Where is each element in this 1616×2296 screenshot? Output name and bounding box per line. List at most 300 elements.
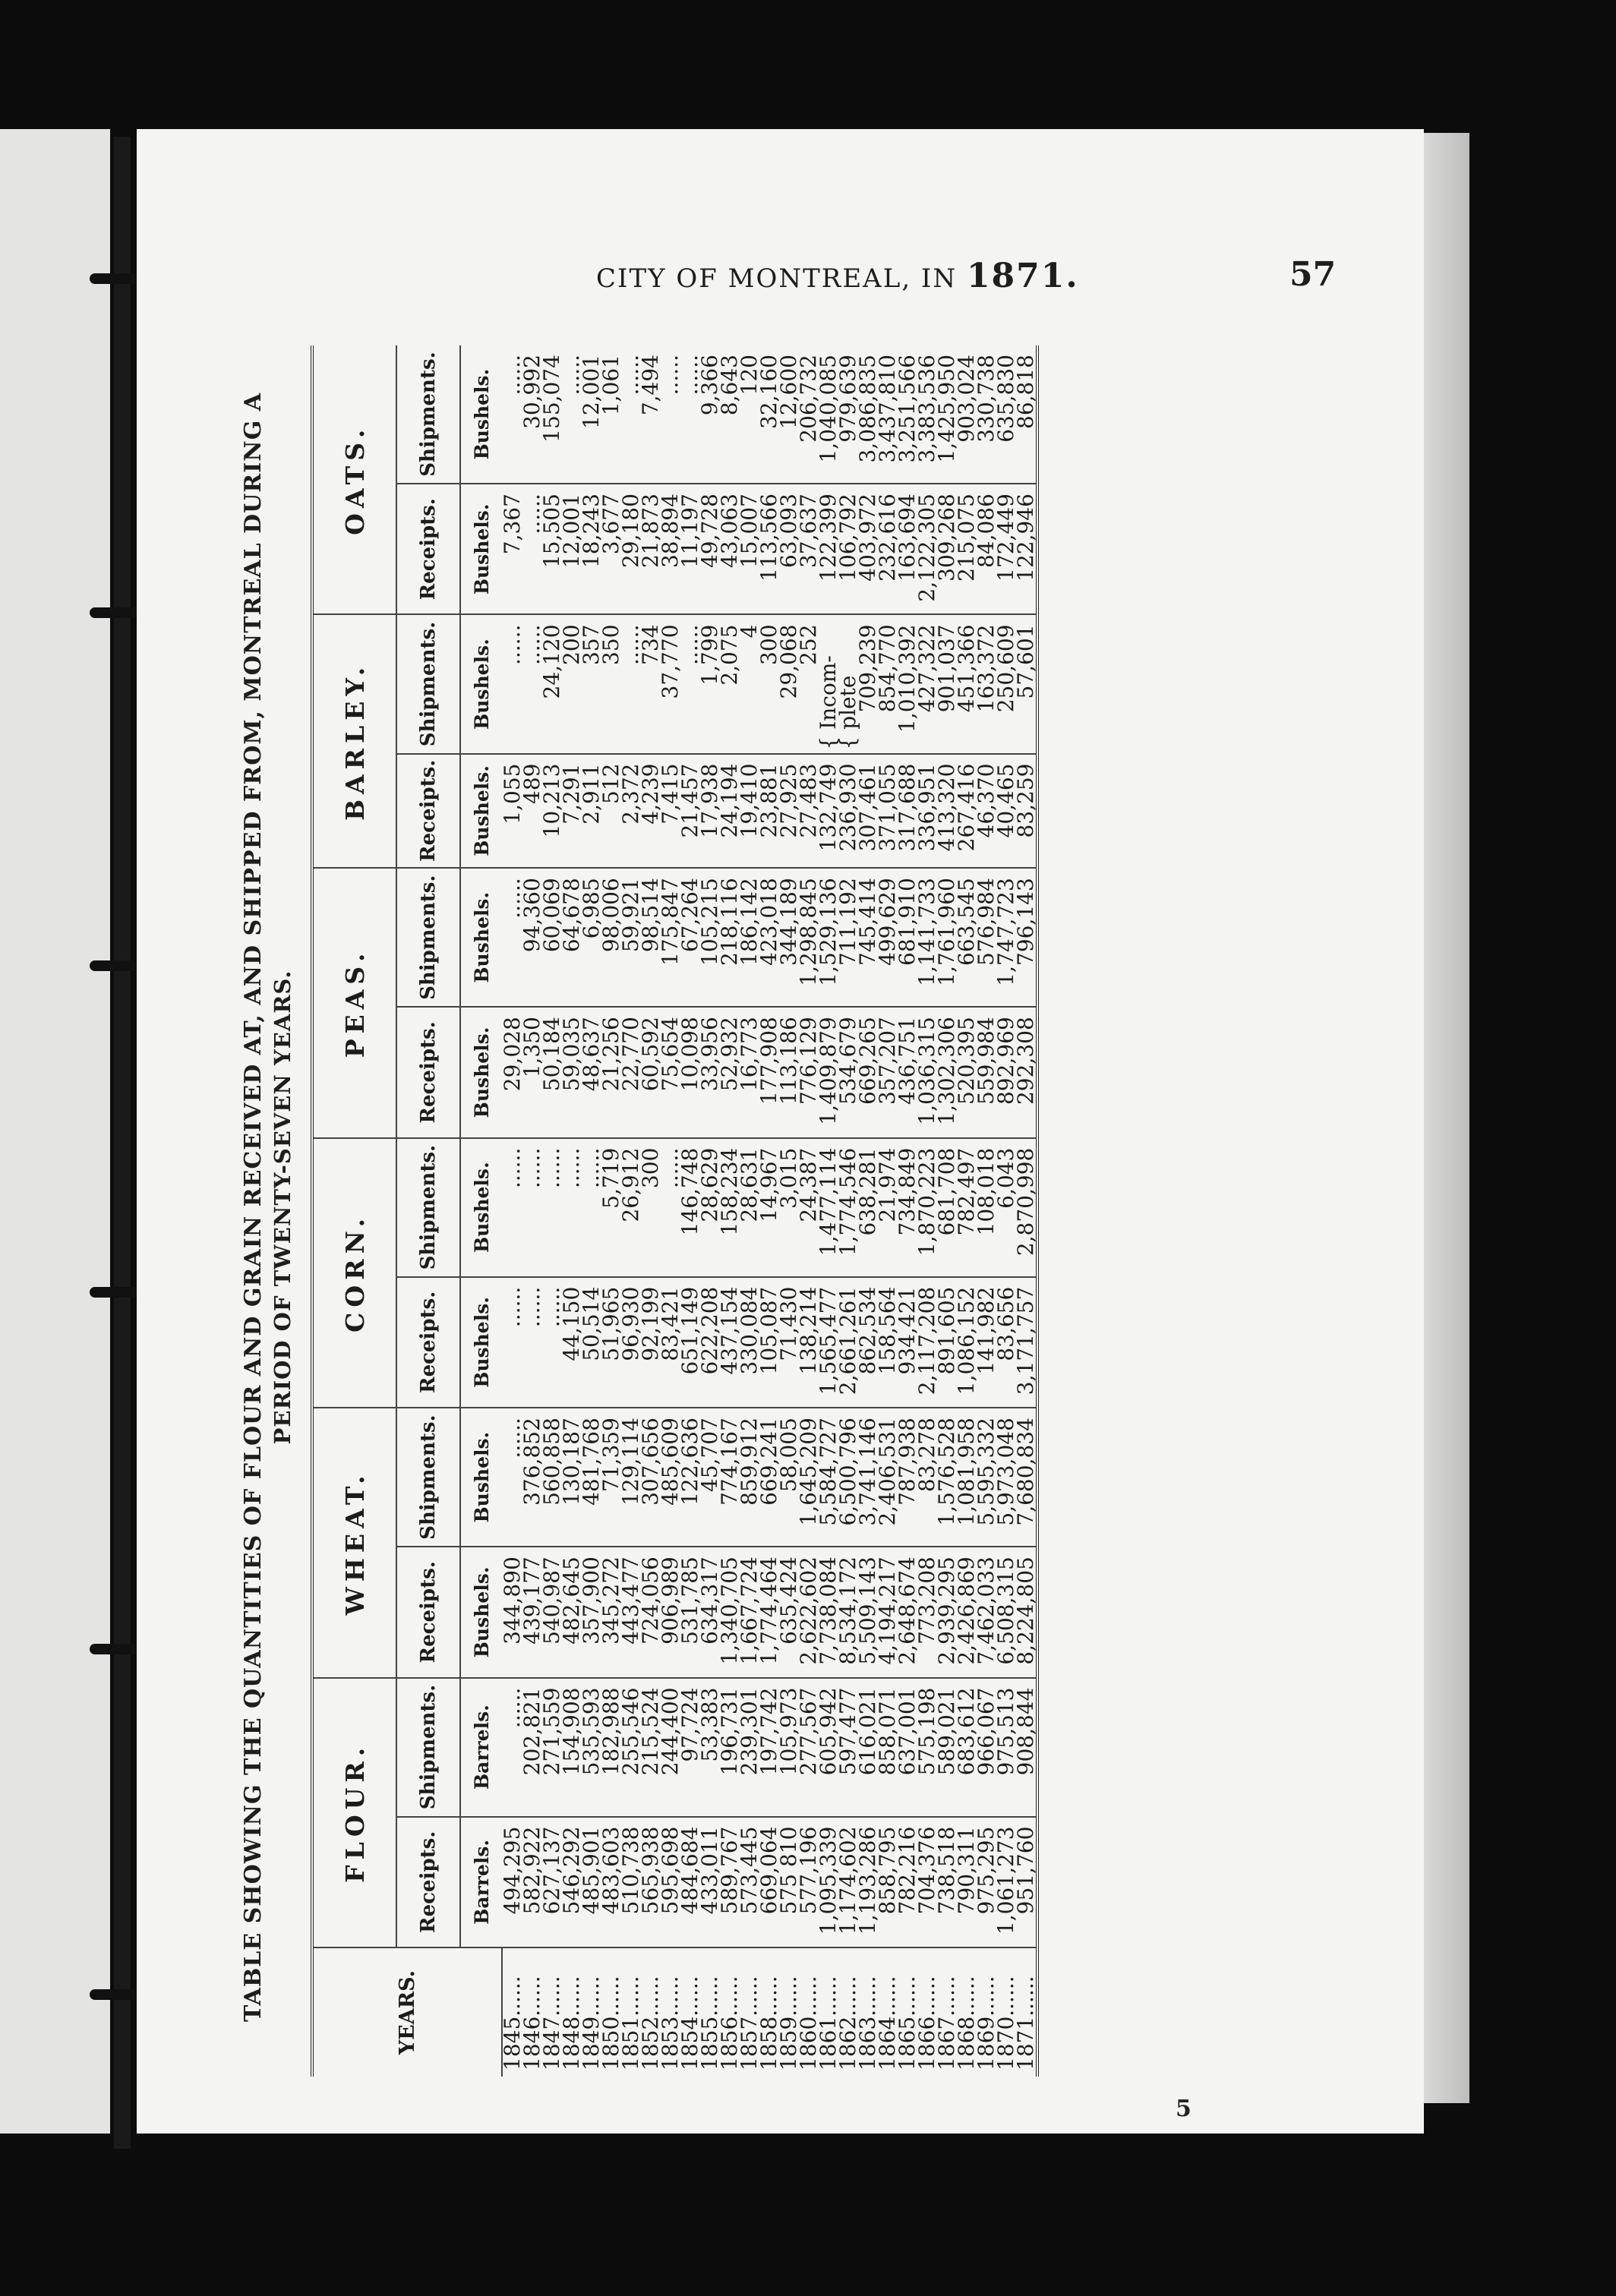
table-cell: 2,648,674 xyxy=(898,1547,917,1677)
table-cell: 29,180 xyxy=(621,484,641,614)
shipments-header: Shipments. xyxy=(396,1138,460,1277)
year-cell: 1869...... xyxy=(974,1976,999,2070)
year-cell: 1868...... xyxy=(954,1976,979,2070)
table-cell: 966,067 xyxy=(977,1678,996,1817)
page-number: 57 xyxy=(1289,255,1337,294)
table-cell: 122,636 xyxy=(680,1408,700,1547)
table-cell: 206,732 xyxy=(799,345,819,484)
table-cell: ...... xyxy=(502,1678,522,1817)
table-cell: 979,639 xyxy=(838,345,858,484)
table-cell: 2,426,869 xyxy=(957,1547,977,1677)
table-cell: 1,350 xyxy=(522,1007,542,1137)
table-cell: 108,018 xyxy=(977,1138,996,1277)
table-cell: 483,603 xyxy=(601,1817,621,1948)
table-title-line-2: PERIOD OF TWENTY-SEVEN YEARS. xyxy=(270,970,295,1445)
table-cell: 122,946 xyxy=(1016,484,1037,614)
table-cell: 44,150 xyxy=(562,1277,582,1408)
table-cell: 33,956 xyxy=(700,1007,720,1137)
table-cell: 12,001 xyxy=(582,345,601,484)
table-cell: 71,430 xyxy=(779,1277,799,1408)
table-cell: 575,198 xyxy=(917,1678,937,1817)
table-cell: 21,457 xyxy=(680,754,700,869)
table-cell: 934,421 xyxy=(898,1277,917,1408)
table-cell: ...... xyxy=(522,484,542,614)
table-cell: 105,215 xyxy=(700,868,720,1007)
page-stack-edge xyxy=(1424,133,1469,2103)
table-cell: 11,197 xyxy=(680,484,700,614)
table-cell: 951,760 xyxy=(1016,1817,1037,1948)
table-cell: 267,416 xyxy=(957,754,977,869)
table-cell: 17,938 xyxy=(700,754,720,869)
table-cell: ...... xyxy=(522,1277,542,1408)
table-cell: 582,922 xyxy=(522,1817,542,1948)
table-cell: 344,189 xyxy=(779,868,799,1007)
table-cell: 357 xyxy=(582,614,601,753)
unit-header: Barrels. xyxy=(460,1817,502,1948)
table-cell: 892,969 xyxy=(996,1007,1016,1137)
table-cell: 83,656 xyxy=(996,1277,1016,1408)
table-row xyxy=(542,345,562,2077)
year-cell: 1871...... xyxy=(1013,1976,1038,2070)
table-cell: 215,075 xyxy=(957,484,977,614)
table-cell: 330,084 xyxy=(740,1277,759,1408)
table-cell: 8,534,172 xyxy=(838,1547,858,1677)
table-cell: 37,637 xyxy=(799,484,819,614)
shipments-header: Shipments. xyxy=(396,1408,460,1547)
table-cell: 1,081,958 xyxy=(957,1408,977,1547)
table-cell: 773,208 xyxy=(917,1547,937,1677)
unit-header: Bushels. xyxy=(460,1547,502,1677)
table-cell: 5,584,727 xyxy=(819,1408,838,1547)
table-cell: 4 xyxy=(740,614,759,753)
table-cell: 1,141,733 xyxy=(917,868,937,1007)
table-cell: 2,406,531 xyxy=(878,1408,898,1547)
table-cell: 790,311 xyxy=(957,1817,977,1948)
table-cell: 158,234 xyxy=(720,1138,740,1277)
table-cell: 163,694 xyxy=(898,484,917,614)
table-row xyxy=(759,345,779,2077)
table-cell: 3,677 xyxy=(601,484,621,614)
table-cell: 704,376 xyxy=(917,1817,937,1948)
table-cell: 787,938 xyxy=(898,1408,917,1547)
table-cell: 307,461 xyxy=(858,754,878,869)
table-cell: 5,595,332 xyxy=(977,1408,996,1547)
table-cell: 1,761,960 xyxy=(937,868,957,1007)
table-cell: 21,974 xyxy=(878,1138,898,1277)
table-cell: 376,852 xyxy=(522,1408,542,1547)
table-cell: 59,921 xyxy=(621,868,641,1007)
table-cell: 2,372 xyxy=(621,754,641,869)
table-cell: 1,529,136 xyxy=(819,868,838,1007)
table-cell: 300 xyxy=(759,614,779,753)
table-cell: 197,742 xyxy=(759,1678,779,1817)
table-cell: 155,074 xyxy=(542,345,562,484)
table-row xyxy=(562,345,582,2077)
table-cell: 1,055 xyxy=(502,754,522,869)
table-cell: 437,154 xyxy=(720,1277,740,1408)
table-cell: 908,844 xyxy=(1016,1678,1037,1817)
table-cell: 443,477 xyxy=(621,1547,641,1677)
table-cell: 38,894 xyxy=(661,484,680,614)
table-cell: 709,239 xyxy=(858,614,878,753)
table-cell: 1,010,392 xyxy=(898,614,917,753)
table-cell: ...... xyxy=(562,1138,582,1277)
table-cell: 5,973,048 xyxy=(996,1408,1016,1547)
table-cell: 901,037 xyxy=(937,614,957,753)
table-cell: 83,278 xyxy=(917,1408,937,1547)
table-cell: ...... xyxy=(502,1408,522,1547)
shipments-header: Shipments. xyxy=(396,614,460,753)
table-cell: 27,925 xyxy=(779,754,799,869)
table-cell: 683,612 xyxy=(957,1678,977,1817)
table-cell: 106,792 xyxy=(838,484,858,614)
table-cell: 2,117,208 xyxy=(917,1277,937,1408)
unit-header: Bushels. xyxy=(460,1007,502,1137)
table-cell: 734 xyxy=(641,614,661,753)
table-cell: 499,629 xyxy=(878,868,898,1007)
table-cell: 37,770 xyxy=(661,614,680,753)
table-cell: 277,567 xyxy=(799,1678,819,1817)
table-cell: 2,870,998 xyxy=(1016,1138,1037,1277)
table-cell: 1,298,845 xyxy=(799,868,819,1007)
year-cell: 1856...... xyxy=(717,1976,742,2070)
table-cell: 1,747,723 xyxy=(996,868,1016,1007)
table-cell: 576,984 xyxy=(977,868,996,1007)
table-cell: 494,295 xyxy=(502,1817,522,1948)
table-cell: 535,593 xyxy=(582,1678,601,1817)
group-header-flour: FLOUR. xyxy=(312,1678,396,1948)
group-header-oats: OATS. xyxy=(312,345,396,614)
table-cell: 423,018 xyxy=(759,868,779,1007)
table-cell: 565,938 xyxy=(641,1817,661,1948)
table-cell: 59,035 xyxy=(562,1007,582,1137)
table-cell: 350 xyxy=(601,614,621,753)
table-cell: 560,858 xyxy=(542,1408,562,1547)
table-cell: 616,021 xyxy=(858,1678,878,1817)
table-cell: ...... xyxy=(621,345,641,484)
table-cell: 21,873 xyxy=(641,484,661,614)
table-cell: 3,437,810 xyxy=(878,345,898,484)
table-cell: 32,160 xyxy=(759,345,779,484)
table-cell: 8,643 xyxy=(720,345,740,484)
table-cell: 2,122,305 xyxy=(917,484,937,614)
table-cell: 5,719 xyxy=(601,1138,621,1277)
table-cell: 86,818 xyxy=(1016,345,1037,484)
rotated-table-block xyxy=(239,338,1333,2077)
table-cell: 663,545 xyxy=(957,868,977,1007)
table-cell: 595,698 xyxy=(661,1817,680,1948)
table-cell: 433,011 xyxy=(700,1817,720,1948)
table-cell: 57,601 xyxy=(1016,614,1037,753)
table-cell: 782,497 xyxy=(957,1138,977,1277)
table-cell: 891,605 xyxy=(937,1277,957,1408)
table-cell: 97,724 xyxy=(680,1678,700,1817)
table-cell: ...... xyxy=(661,1138,680,1277)
running-header-text: CITY OF MONTREAL, IN xyxy=(596,263,958,294)
receipts-header: Receipts. xyxy=(396,1817,460,1948)
table-cell: 3,251,566 xyxy=(898,345,917,484)
table-cell: 202,821 xyxy=(522,1678,542,1817)
year-cell: 1854...... xyxy=(677,1976,702,2070)
table-cell: 105,087 xyxy=(759,1277,779,1408)
table-cell: 1,774,464 xyxy=(759,1547,779,1677)
table-cell: 12,001 xyxy=(562,484,582,614)
table-cell: 122,399 xyxy=(819,484,838,614)
table-cell: 51,965 xyxy=(601,1277,621,1408)
table-cell: 1,645,209 xyxy=(799,1408,819,1547)
table-cell: ...... xyxy=(502,345,522,484)
table-cell: 1,061 xyxy=(601,345,621,484)
year-cell: 1858...... xyxy=(756,1976,781,2070)
table-cell: 50,514 xyxy=(582,1277,601,1408)
table-cell: 255,546 xyxy=(621,1678,641,1817)
table-cell: 1,870,223 xyxy=(917,1138,937,1277)
table-cell: 163,372 xyxy=(977,614,996,753)
table-row xyxy=(621,345,641,2077)
receipts-header: Receipts. xyxy=(396,484,460,614)
table-cell: 906,989 xyxy=(661,1547,680,1677)
table-cell: 7,738,084 xyxy=(819,1547,838,1677)
table-cell: 512 xyxy=(601,754,621,869)
table-cell: 1,036,315 xyxy=(917,1007,937,1137)
table-cell: 436,751 xyxy=(898,1007,917,1137)
folio-mark: 5 xyxy=(1176,2096,1191,2122)
table-cell: 196,731 xyxy=(720,1678,740,1817)
table-cell: ...... xyxy=(502,614,522,753)
table-cell: 215,524 xyxy=(641,1678,661,1817)
book-binding xyxy=(114,137,131,2149)
table-cell: 4,194,217 xyxy=(878,1547,898,1677)
table-cell: 186,142 xyxy=(740,868,759,1007)
table-cell: 975,295 xyxy=(977,1817,996,1948)
table-cell: 427,322 xyxy=(917,614,937,753)
table-cell: 485,901 xyxy=(582,1817,601,1948)
table-cell: 96,930 xyxy=(621,1277,641,1408)
table-cell: 6,043 xyxy=(996,1138,1016,1277)
receipts-header: Receipts. xyxy=(396,1277,460,1408)
table-cell: 589,021 xyxy=(937,1678,957,1817)
table-cell: 681,910 xyxy=(898,868,917,1007)
table-cell: 18,243 xyxy=(582,484,601,614)
table-cell: 138,214 xyxy=(799,1277,819,1408)
table-cell: 796,143 xyxy=(1016,868,1037,1007)
table-cell: 1,565,477 xyxy=(819,1277,838,1408)
year-cell: 1859...... xyxy=(776,1976,801,2070)
table-cell: 774,167 xyxy=(720,1408,740,1547)
table-cell: ...... xyxy=(522,614,542,753)
table-cell: 24,194 xyxy=(720,754,740,869)
table-cell: 559,984 xyxy=(977,1007,996,1137)
table-cell: 3,383,536 xyxy=(917,345,937,484)
table-cell: 53,383 xyxy=(700,1678,720,1817)
group-header-corn: CORN. xyxy=(312,1138,396,1408)
year-cell: 1847...... xyxy=(539,1976,564,2070)
table-cell: 21,256 xyxy=(601,1007,621,1137)
table-cell: 22,770 xyxy=(621,1007,641,1137)
year-cell: 1867...... xyxy=(934,1976,959,2070)
year-cell: 1863...... xyxy=(855,1976,880,2070)
table-cell: 6,508,315 xyxy=(996,1547,1016,1677)
table-cell: 24,120 xyxy=(542,614,562,753)
year-cell: 1849...... xyxy=(579,1976,604,2070)
table-cell: 635,424 xyxy=(779,1547,799,1677)
table-cell: 634,317 xyxy=(700,1547,720,1677)
table-cell: 307,656 xyxy=(641,1408,661,1547)
table-row xyxy=(641,345,661,2077)
table-cell: 738,518 xyxy=(937,1817,957,1948)
table-cell: 2,622,602 xyxy=(799,1547,819,1677)
year-cell: 1855...... xyxy=(697,1976,722,2070)
table-cell: 546,292 xyxy=(562,1817,582,1948)
table-cell: 1,174,602 xyxy=(838,1817,858,1948)
year-cell: 1861...... xyxy=(816,1976,841,2070)
table-title xyxy=(239,338,297,2077)
table-cell: 357,900 xyxy=(582,1547,601,1677)
table-cell: 371,055 xyxy=(878,754,898,869)
table-cell: 485,609 xyxy=(661,1408,680,1547)
table-cell: 975,513 xyxy=(996,1678,1016,1817)
unit-header: Bushels. xyxy=(460,345,502,484)
table-cell: 1,340,705 xyxy=(720,1547,740,1677)
group-header-wheat: WHEAT. xyxy=(312,1408,396,1677)
year-cell: 1860...... xyxy=(796,1976,821,2070)
table-cell: 724,056 xyxy=(641,1547,661,1677)
table-cell: 7,367 xyxy=(502,484,522,614)
table-cell: 29,068 xyxy=(779,614,799,753)
table-cell: 776,129 xyxy=(799,1007,819,1137)
table-cell: 177,908 xyxy=(759,1007,779,1137)
table-cell: 635,830 xyxy=(996,345,1016,484)
table-cell: 71,359 xyxy=(601,1408,621,1547)
table-cell: 589,767 xyxy=(720,1817,740,1948)
year-cell: 1845...... xyxy=(500,1976,525,2070)
table-cell: 531,785 xyxy=(680,1547,700,1677)
table-cell: 520,395 xyxy=(957,1007,977,1137)
table-cell: 484,684 xyxy=(680,1817,700,1948)
year-cell: 1852...... xyxy=(638,1976,663,2070)
table-title-line-1: TABLE SHOWING THE QUANTITIES OF FLOUR AND GRAIN RECEIVED AT, AND SHIPPED FROM, MONTREAL DURING A xyxy=(240,392,267,2023)
table-cell: 218,116 xyxy=(720,868,740,1007)
table-cell: 357,207 xyxy=(878,1007,898,1137)
table-cell: 45,707 xyxy=(700,1408,720,1547)
table-body xyxy=(499,345,1038,2077)
table-row xyxy=(977,345,996,2077)
table-cell: 345,272 xyxy=(601,1547,621,1677)
table-cell: 48,637 xyxy=(582,1007,601,1137)
table-cell: 60,592 xyxy=(641,1007,661,1137)
table-cell: 14,967 xyxy=(759,1138,779,1277)
running-header xyxy=(596,257,1079,295)
table-cell: 50,184 xyxy=(542,1007,562,1137)
table-cell: 98,006 xyxy=(601,868,621,1007)
table-cell: 30,992 xyxy=(522,345,542,484)
table-cell: 84,086 xyxy=(977,484,996,614)
table-cell: 669,265 xyxy=(858,1007,878,1137)
table-cell: 5,509,143 xyxy=(858,1547,878,1677)
receipts-header: Receipts. xyxy=(396,754,460,869)
table-cell: 510,738 xyxy=(621,1817,641,1948)
year-cell: 1846...... xyxy=(519,1976,544,2070)
table-cell: 8,224,805 xyxy=(1016,1547,1037,1677)
table-cell: 292,308 xyxy=(1016,1007,1037,1137)
year-cell: 1870...... xyxy=(993,1976,1018,2070)
table-cell: 1,774,546 xyxy=(838,1138,858,1277)
table-cell: 130,187 xyxy=(562,1408,582,1547)
table-cell: 236,930 xyxy=(838,754,858,869)
table-cell: 451,366 xyxy=(957,614,977,753)
unit-header: Bushels. xyxy=(460,614,502,753)
table-cell: 129,114 xyxy=(621,1408,641,1547)
table-cell: 252 xyxy=(799,614,819,753)
table-cell: 46,370 xyxy=(977,754,996,869)
table-cell: 734,849 xyxy=(898,1138,917,1277)
running-header-year: 1871. xyxy=(966,257,1079,295)
table-cell: 244,400 xyxy=(661,1678,680,1817)
table-cell: 575 810 xyxy=(779,1817,799,1948)
table-cell: 3,741,146 xyxy=(858,1408,878,1547)
table-row xyxy=(522,345,542,2077)
table-cell: 1,193,286 xyxy=(858,1817,878,1948)
table-cell: 132,749 xyxy=(819,754,838,869)
table-cell: 540,987 xyxy=(542,1547,562,1677)
table-cell: 3,086,835 xyxy=(858,345,878,484)
table-cell: ...... xyxy=(502,1138,522,1277)
table-cell: 120 xyxy=(740,345,759,484)
table-cell: 651,149 xyxy=(680,1277,700,1408)
table-row xyxy=(1016,345,1037,2077)
table-cell: 75,654 xyxy=(661,1007,680,1137)
table-cell: 622,208 xyxy=(700,1277,720,1408)
table-cell: 2,939,295 xyxy=(937,1547,957,1677)
table-row xyxy=(582,345,601,2077)
year-cell: 1866...... xyxy=(914,1976,939,2070)
table-cell: 10,213 xyxy=(542,754,562,869)
table-cell: 58,005 xyxy=(779,1408,799,1547)
table-cell: 858,795 xyxy=(878,1817,898,1948)
table-cell: 98,514 xyxy=(641,868,661,1007)
year-cell: 1864...... xyxy=(875,1976,900,2070)
table-cell: 232,616 xyxy=(878,484,898,614)
year-cell: 1853...... xyxy=(658,1976,683,2070)
table-cell: 309,268 xyxy=(937,484,957,614)
table-cell: 413,320 xyxy=(937,754,957,869)
table-cell: 3,015 xyxy=(779,1138,799,1277)
table-cell: ...... xyxy=(582,1138,601,1277)
table-cell: 669,064 xyxy=(759,1817,779,1948)
table-cell: 859,912 xyxy=(740,1408,759,1547)
shipments-header: Shipments. xyxy=(396,1678,460,1817)
table-cell: 26,912 xyxy=(621,1138,641,1277)
table-cell: 239,301 xyxy=(740,1678,759,1817)
table-cell: 711,192 xyxy=(838,868,858,1007)
table-cell: 27,483 xyxy=(799,754,819,869)
table-cell: 745,414 xyxy=(858,868,878,1007)
table-cell: ...... xyxy=(542,1138,562,1277)
receipts-header: Receipts. xyxy=(396,1547,460,1677)
year-cell: 1850...... xyxy=(598,1976,623,2070)
table-cell: 158,564 xyxy=(878,1277,898,1408)
table-cell: 317,688 xyxy=(898,754,917,869)
table-cell: ...... xyxy=(502,868,522,1007)
table-cell: 3,171,757 xyxy=(1016,1277,1037,1408)
table-cell: ...... xyxy=(522,1138,542,1277)
shipments-header: Shipments. xyxy=(396,345,460,484)
table-cell: 1,086,152 xyxy=(957,1277,977,1408)
unit-header: Barrels. xyxy=(460,1678,502,1817)
table-cell: ...... xyxy=(621,614,641,753)
table-cell: 43,063 xyxy=(720,484,740,614)
unit-header: Bushels. xyxy=(460,1408,502,1547)
